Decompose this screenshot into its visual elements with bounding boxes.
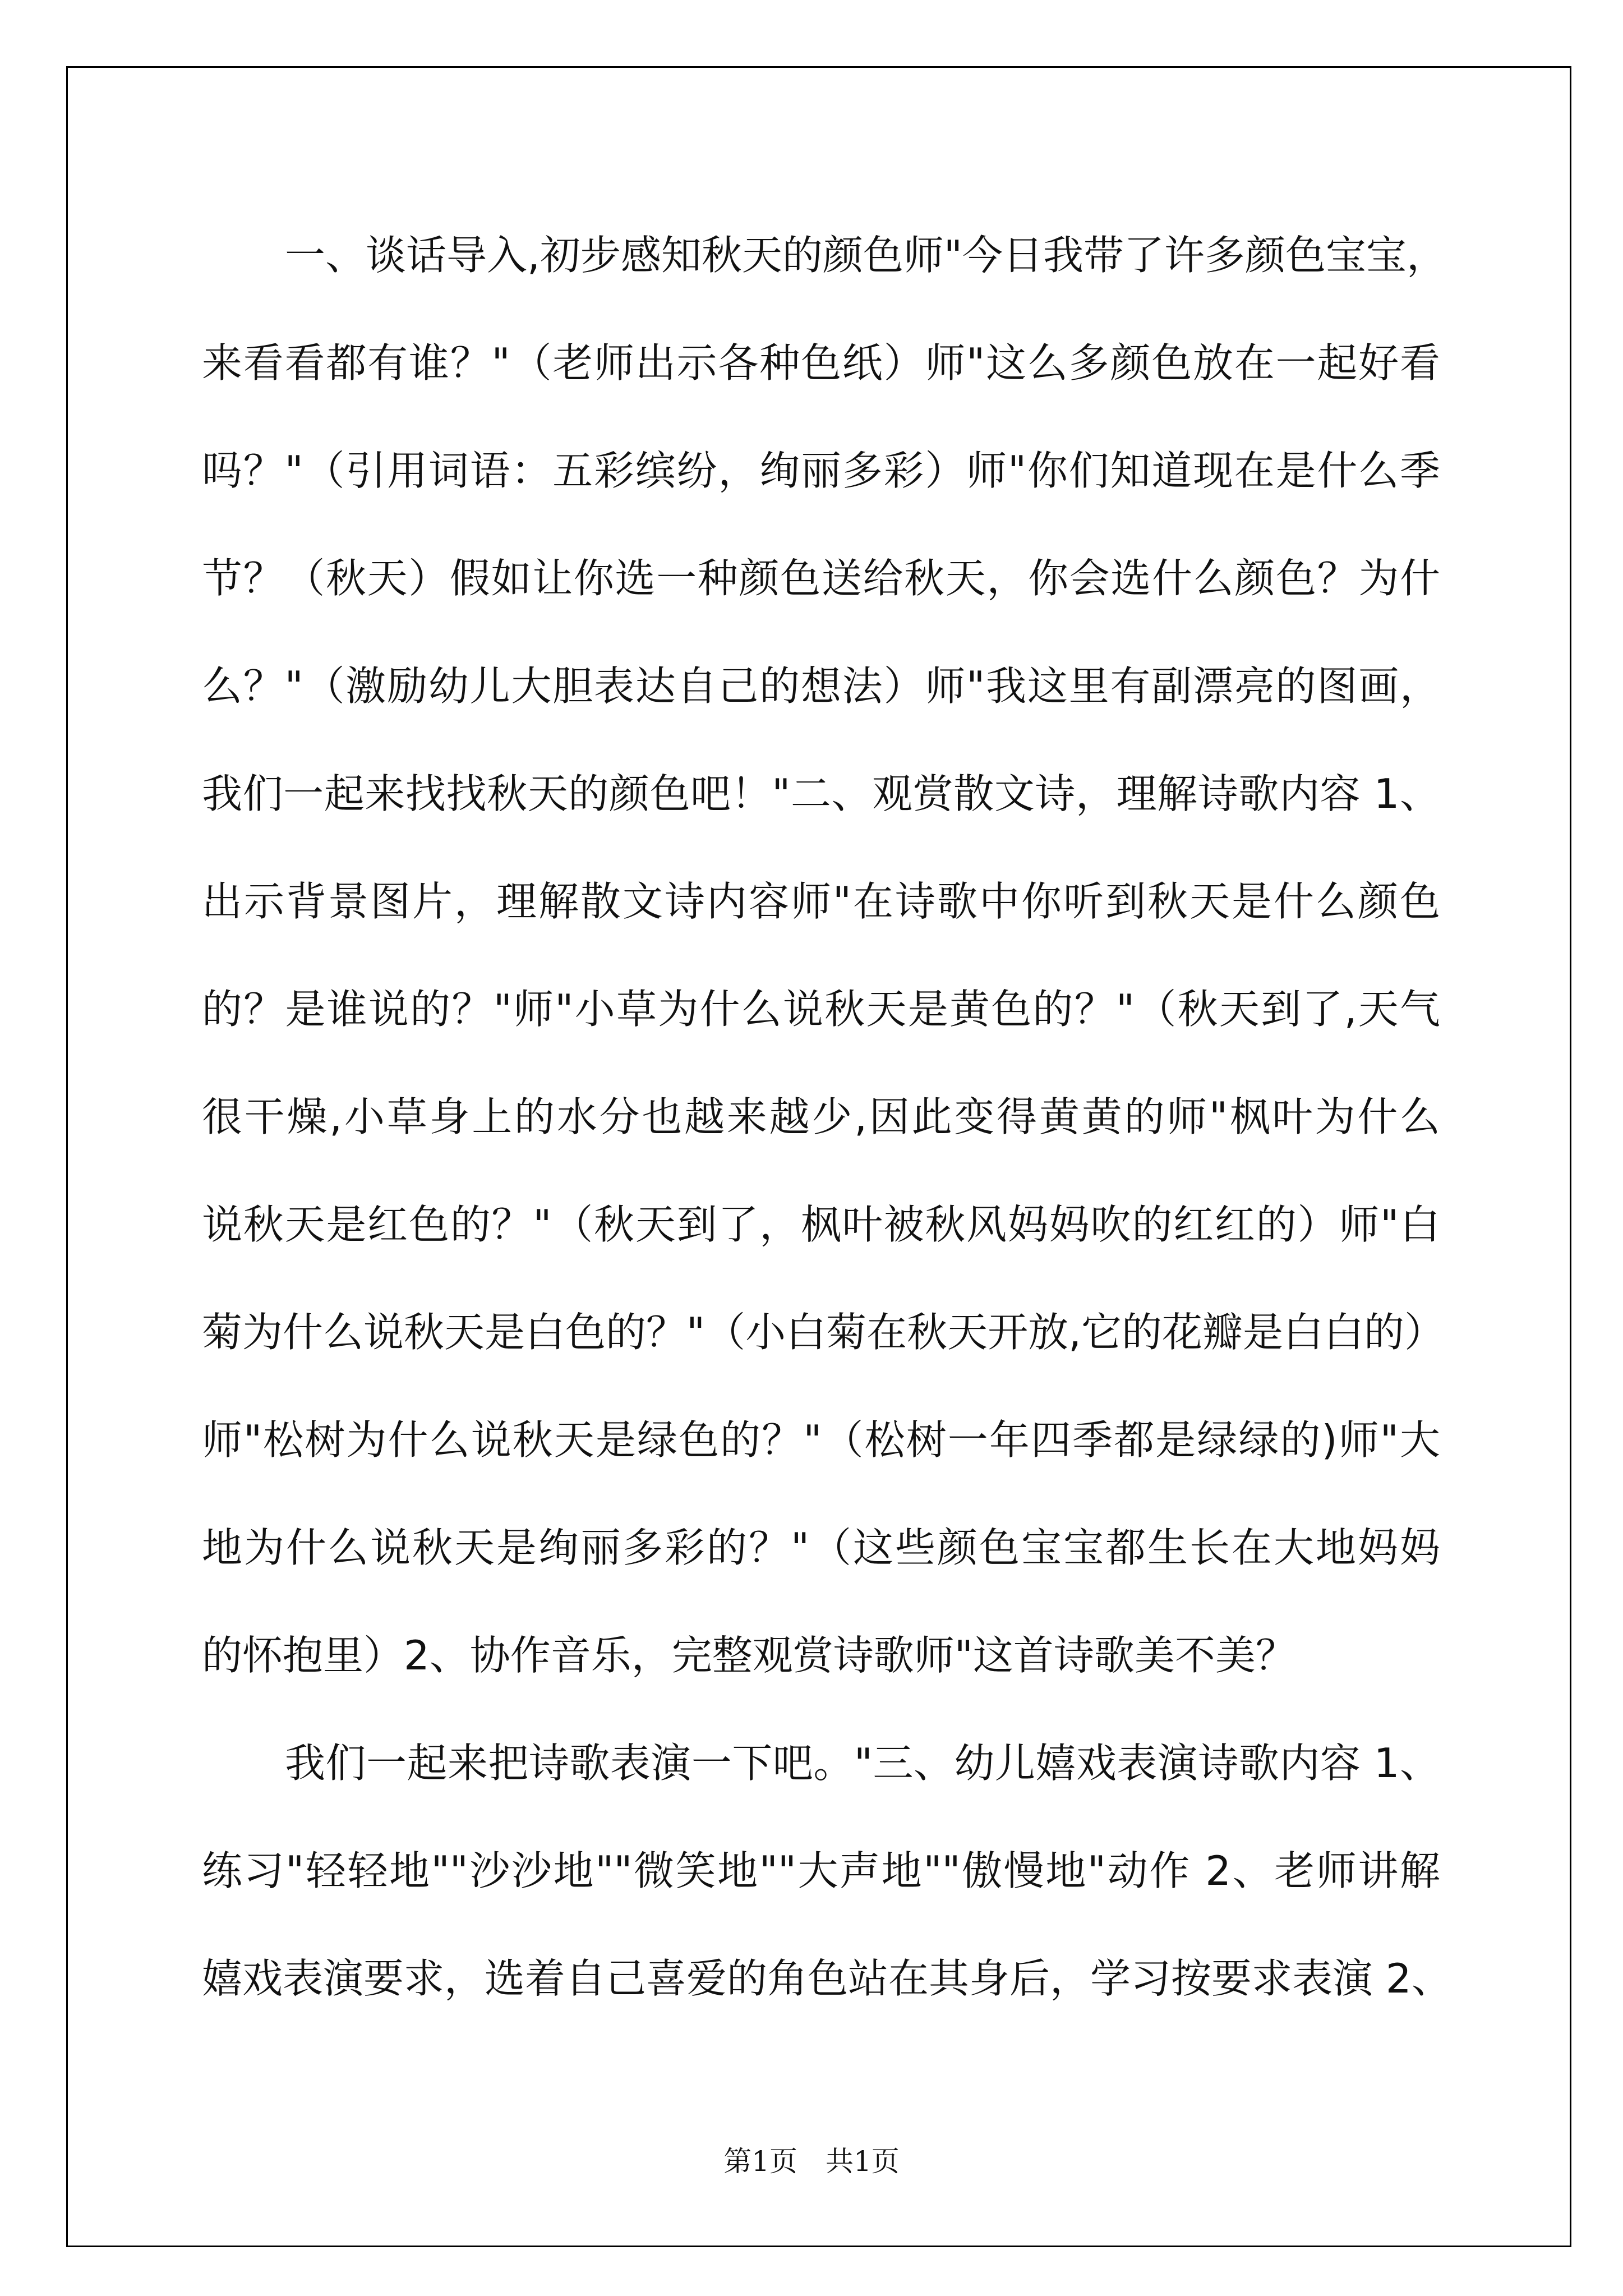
text-line: 很干燥,小草身上的水分也越来越少,因此变得黄黄的师"枫叶为什么: [202, 1093, 1440, 1140]
text-line: 嬉戏表演要求，选着自己喜爱的角色站在其身后，学习按要求表演 2、: [202, 1955, 1452, 2002]
text-line: 节？（秋天）假如让你选一种颜色送给秋天，你会选什么颜色？为什: [202, 555, 1440, 602]
text-line: 吗？"（引用词语：五彩缤纷，绚丽多彩）师"你们知道现在是什么季: [202, 447, 1440, 494]
text-line: 的怀抱里）2、协作音乐，完整观赏诗歌师"这首诗歌美不美？: [202, 1632, 1296, 1679]
text-line: 出示背景图片，理解散文诗内容师"在诗歌中你听到秋天是什么颜色: [202, 878, 1440, 925]
body-text: [202, 201, 1452, 2032]
text-line: 来看看都有谁？"（老师出示各种色纸）师"这么多颜色放在一起好看: [202, 339, 1440, 386]
text-line: 说秋天是红色的？"（秋天到了，枫叶被秋风妈妈吹的红红的）师"白: [202, 1201, 1440, 1248]
text-line: 练习"轻轻地""沙沙地""微笑地""大声地""傲慢地"动作 2、老师讲解: [202, 1847, 1440, 1894]
text-line: 的？是谁说的？"师"小草为什么说秋天是黄色的？"（秋天到了,天气: [202, 986, 1440, 1033]
page-number: 第1页 共1页: [723, 2145, 900, 2178]
text-line: 我们一起来找找秋天的颜色吧！"二、观赏散文诗，理解诗歌内容 1、: [202, 770, 1440, 817]
text-line: 我们一起来把诗歌表演一下吧。"三、幼儿嬉戏表演诗歌内容 1、: [285, 1740, 1440, 1787]
text-line: 地为什么说秋天是绚丽多彩的？"（这些颜色宝宝都生长在大地妈妈: [202, 1524, 1440, 1571]
text-line: 师"松树为什么说秋天是绿色的？"（松树一年四季都是绿绿的)师"大: [202, 1416, 1440, 1464]
text-line: 么？"（激励幼儿大胆表达自己的想法）师"我这里有副漂亮的图画，: [202, 662, 1440, 710]
text-line: 一、谈话导入,初步感知秋天的颜色师"今日我带了许多颜色宝宝，: [285, 232, 1447, 279]
text-line: 菊为什么说秋天是白色的？"（小白菊在秋天开放,它的花瓣是白白的）: [202, 1309, 1445, 1356]
